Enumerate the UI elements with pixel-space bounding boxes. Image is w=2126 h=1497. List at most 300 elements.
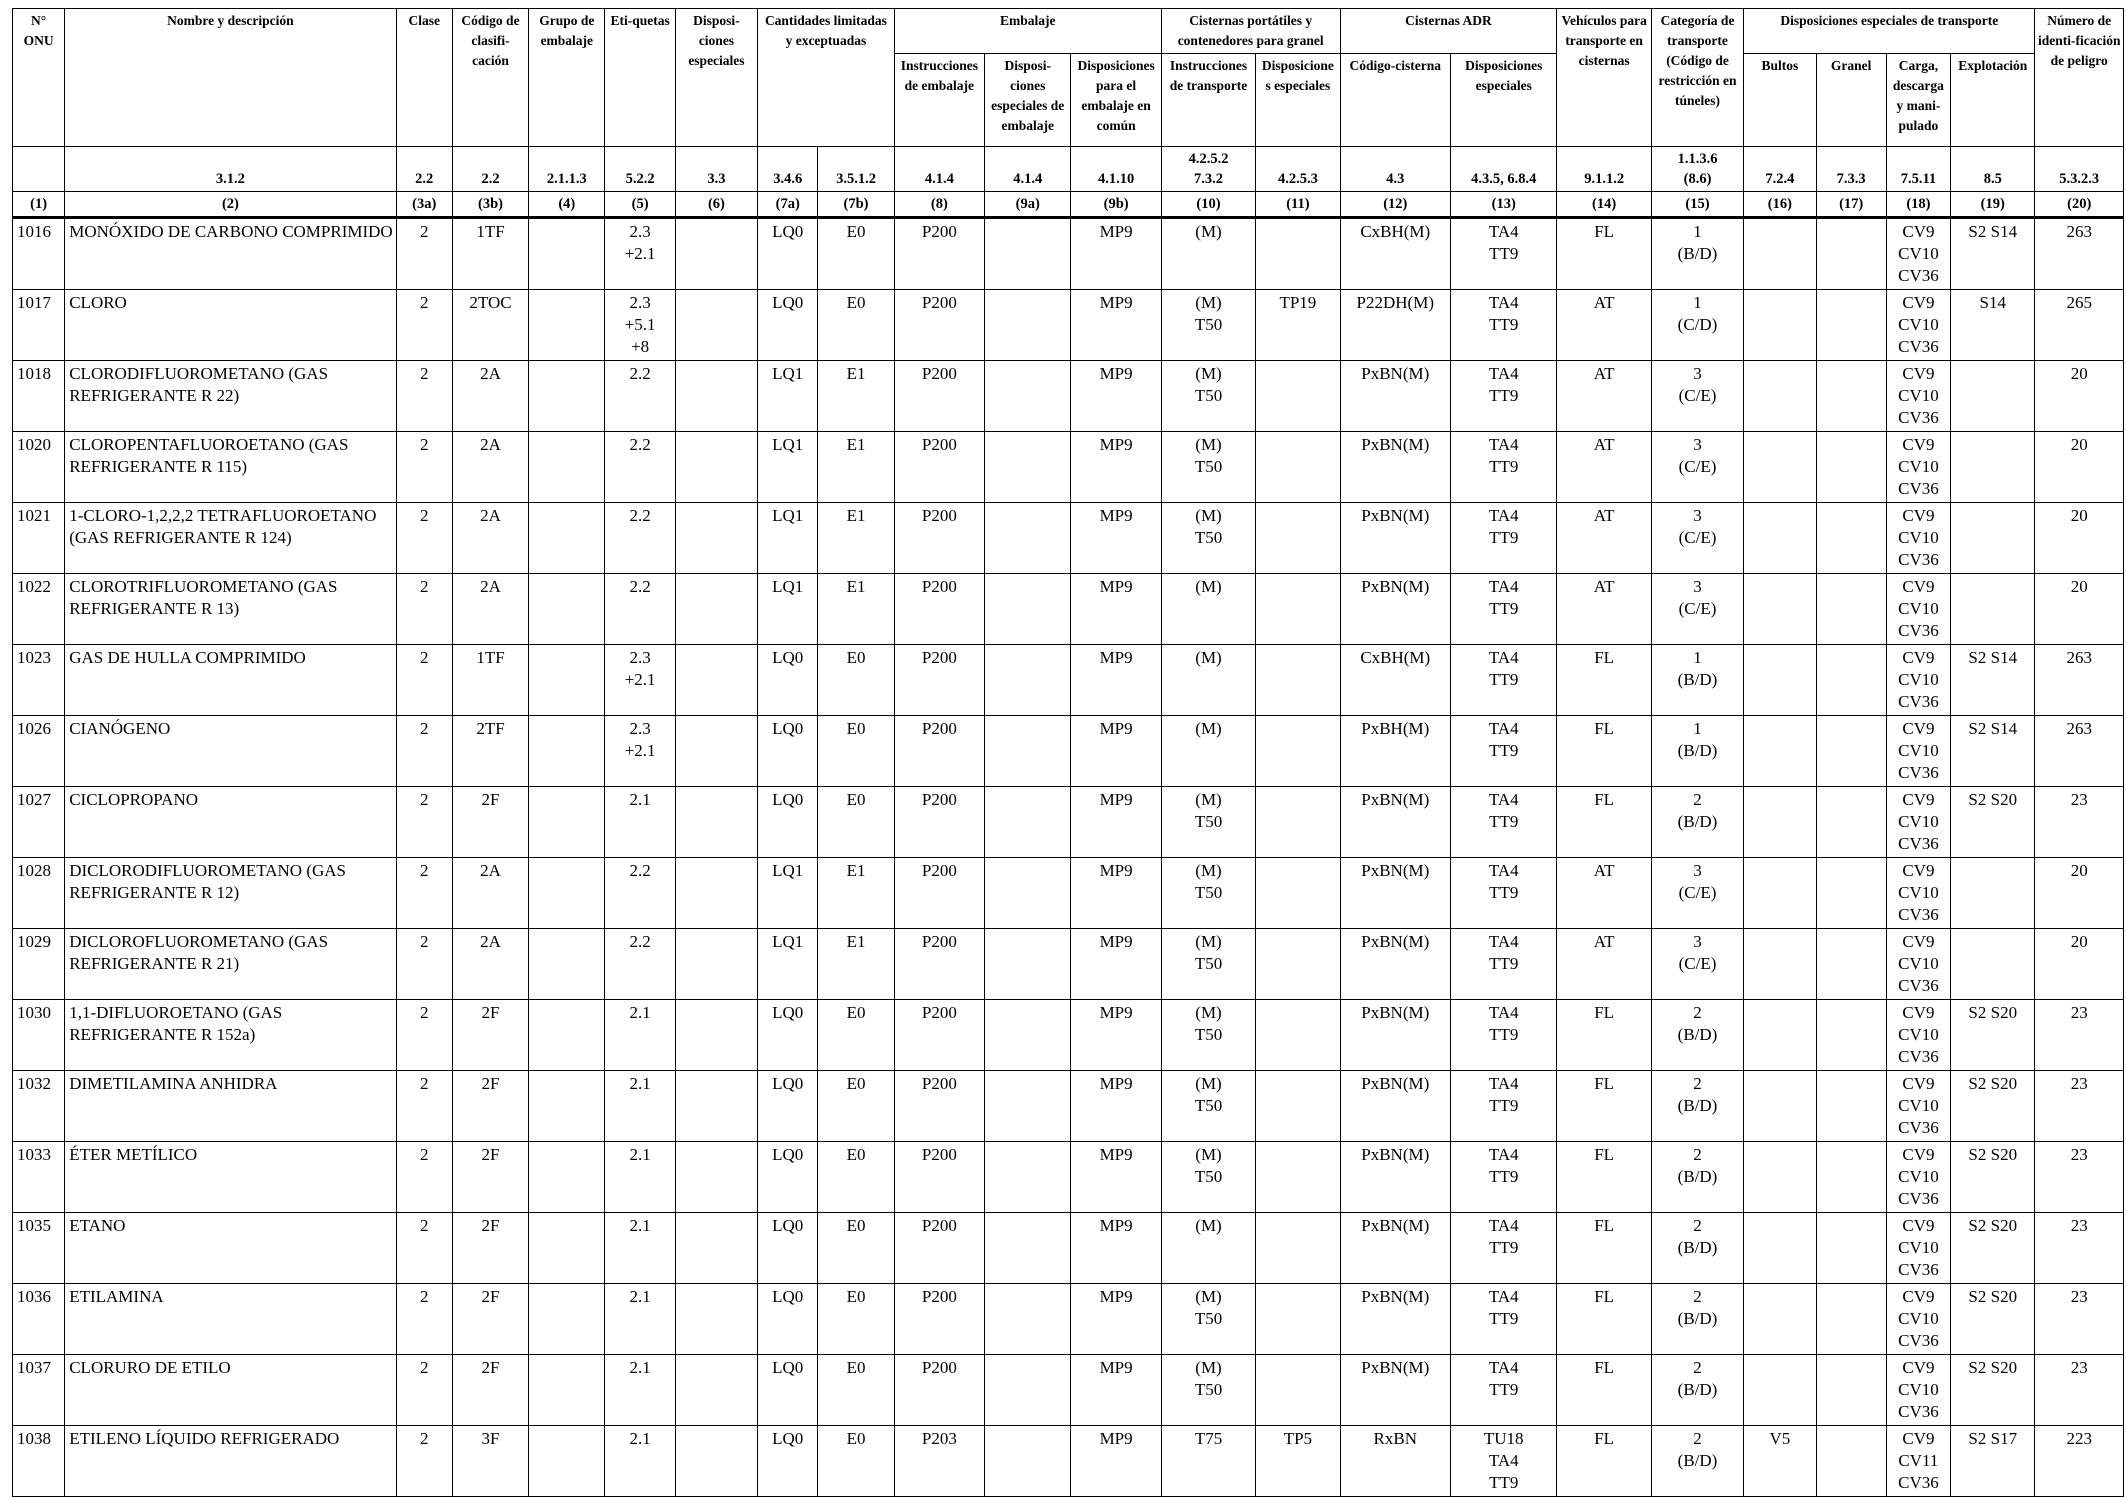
- table-cell: [1816, 929, 1886, 1000]
- substance-name-cell: CLORODIFLUOROMETANO (GAS REFRIGERANTE R 22): [65, 361, 396, 432]
- table-cell: (M) T50: [1161, 361, 1255, 432]
- table-cell: 1 (B/D): [1651, 716, 1743, 787]
- table-cell: (M) T50: [1161, 1355, 1255, 1426]
- table-cell: 2.1: [605, 1355, 675, 1426]
- table-cell: [675, 218, 757, 290]
- table-cell: LQ1: [758, 574, 818, 645]
- table-cell: [675, 1071, 757, 1142]
- un-number-cell: 1036: [13, 1284, 65, 1355]
- table-cell: CV9 CV10 CV36: [1886, 432, 1950, 503]
- reference-cell: 7.3.3: [1816, 147, 1886, 192]
- table-cell: LQ1: [758, 432, 818, 503]
- table-cell: [1256, 716, 1340, 787]
- table-cell: 2TF: [452, 716, 528, 787]
- table-cell: [1951, 361, 2035, 432]
- reference-cell: [13, 147, 65, 192]
- header-hazard-id: Número de identi-ficación de peligro: [2035, 9, 2124, 147]
- table-cell: 3 (C/E): [1651, 574, 1743, 645]
- table-cell: CV9 CV10 CV36: [1886, 574, 1950, 645]
- un-number-cell: 1037: [13, 1355, 65, 1426]
- table-cell: [529, 574, 605, 645]
- table-cell: [1816, 716, 1886, 787]
- table-cell: 263: [2035, 645, 2124, 716]
- table-cell: [1816, 1000, 1886, 1071]
- column-number-cell: (7a): [758, 192, 818, 218]
- table-cell: MP9: [1071, 787, 1161, 858]
- table-cell: P200: [894, 929, 984, 1000]
- table-cell: [1816, 361, 1886, 432]
- table-row: [13, 503, 2124, 574]
- table-cell: TA4 TT9: [1451, 1071, 1557, 1142]
- reference-row: [13, 147, 2124, 192]
- table-cell: 2F: [452, 1142, 528, 1213]
- table-cell: E1: [818, 361, 894, 432]
- table-cell: S2 S20: [1951, 1284, 2035, 1355]
- table-cell: LQ0: [758, 1000, 818, 1071]
- table-cell: 2: [396, 1213, 452, 1284]
- table-cell: 2 (B/D): [1651, 1000, 1743, 1071]
- un-number-cell: 1016: [13, 218, 65, 290]
- table-cell: CV9 CV10 CV36: [1886, 1142, 1950, 1213]
- table-cell: 2: [396, 1071, 452, 1142]
- table-cell: 2F: [452, 1355, 528, 1426]
- table-cell: AT: [1557, 929, 1651, 1000]
- table-cell: [1816, 1284, 1886, 1355]
- table-cell: 2: [396, 1142, 452, 1213]
- table-cell: [529, 858, 605, 929]
- table-cell: 2: [396, 432, 452, 503]
- reference-cell: 4.1.10: [1071, 147, 1161, 192]
- table-cell: [985, 929, 1071, 1000]
- table-cell: TP19: [1256, 290, 1340, 361]
- table-cell: TA4 TT9: [1451, 432, 1557, 503]
- table-cell: [1951, 929, 2035, 1000]
- table-cell: TA4 TT9: [1451, 1000, 1557, 1071]
- un-number-cell: 1033: [13, 1142, 65, 1213]
- table-cell: FL: [1557, 1142, 1651, 1213]
- table-cell: [1256, 1000, 1340, 1071]
- table-cell: (M) T50: [1161, 1284, 1255, 1355]
- table-cell: [985, 218, 1071, 290]
- table-cell: TA4 TT9: [1451, 1142, 1557, 1213]
- table-cell: [675, 1000, 757, 1071]
- table-cell: [1816, 1071, 1886, 1142]
- header-packing-group: Grupo de embalaje: [529, 9, 605, 147]
- table-cell: [1744, 290, 1816, 361]
- reference-cell: 5.3.2.3: [2035, 147, 2124, 192]
- table-cell: (M): [1161, 218, 1255, 290]
- substance-name-cell: CICLOPROPANO: [65, 787, 396, 858]
- header-special-packing-provisions: Disposi-ciones especiales de embalaje: [985, 54, 1071, 147]
- un-number-cell: 1038: [13, 1426, 65, 1497]
- table-cell: 2 (B/D): [1651, 1142, 1743, 1213]
- table-cell: (M): [1161, 574, 1255, 645]
- substance-name-cell: 1,1-DIFLUOROETANO (GAS REFRIGERANTE R 152a): [65, 1000, 396, 1071]
- reference-cell: 4.1.4: [985, 147, 1071, 192]
- table-row: [13, 1426, 2124, 1497]
- table-cell: S2 S20: [1951, 1000, 2035, 1071]
- column-number-cell: (17): [1816, 192, 1886, 218]
- table-cell: 23: [2035, 787, 2124, 858]
- table-cell: (M): [1161, 1213, 1255, 1284]
- table-cell: MP9: [1071, 858, 1161, 929]
- table-cell: FL: [1557, 1426, 1651, 1497]
- table-cell: 1TF: [452, 218, 528, 290]
- table-cell: FL: [1557, 1000, 1651, 1071]
- table-cell: S2 S20: [1951, 1355, 2035, 1426]
- table-cell: P200: [894, 432, 984, 503]
- table-cell: [675, 503, 757, 574]
- table-cell: P200: [894, 787, 984, 858]
- table-cell: 2 (B/D): [1651, 1284, 1743, 1355]
- table-cell: [985, 1000, 1071, 1071]
- table-cell: [675, 645, 757, 716]
- column-number-cell: (12): [1340, 192, 1450, 218]
- table-cell: P200: [894, 645, 984, 716]
- table-cell: (M) T50: [1161, 290, 1255, 361]
- table-cell: [985, 1142, 1071, 1213]
- reference-cell: 8.5: [1951, 147, 2035, 192]
- table-cell: [529, 503, 605, 574]
- table-cell: PxBN(M): [1340, 574, 1450, 645]
- table-cell: 265: [2035, 290, 2124, 361]
- table-cell: [529, 361, 605, 432]
- table-cell: 2.3 +2.1: [605, 716, 675, 787]
- table-cell: [529, 1071, 605, 1142]
- table-cell: [1816, 787, 1886, 858]
- table-cell: AT: [1557, 290, 1651, 361]
- table-cell: FL: [1557, 1355, 1651, 1426]
- un-number-cell: 1017: [13, 290, 65, 361]
- table-cell: LQ0: [758, 1142, 818, 1213]
- table-cell: 20: [2035, 858, 2124, 929]
- table-cell: TA4 TT9: [1451, 929, 1557, 1000]
- table-cell: MP9: [1071, 1426, 1161, 1497]
- table-cell: 2: [396, 1000, 452, 1071]
- table-cell: AT: [1557, 361, 1651, 432]
- table-cell: PxBN(M): [1340, 361, 1450, 432]
- header-mixed-packing: Disposiciones para el embalaje en común: [1071, 54, 1161, 147]
- table-cell: CV9 CV10 CV36: [1886, 1000, 1950, 1071]
- table-cell: [1744, 432, 1816, 503]
- table-cell: MP9: [1071, 1355, 1161, 1426]
- table-cell: MP9: [1071, 1142, 1161, 1213]
- column-number-cell: (1): [13, 192, 65, 218]
- table-cell: 1 (C/D): [1651, 290, 1743, 361]
- column-number-cell: (18): [1886, 192, 1950, 218]
- table-cell: MP9: [1071, 716, 1161, 787]
- column-number-cell: (9b): [1071, 192, 1161, 218]
- table-cell: [1816, 574, 1886, 645]
- un-number-cell: 1028: [13, 858, 65, 929]
- un-number-cell: 1020: [13, 432, 65, 503]
- table-cell: [1256, 1284, 1340, 1355]
- reference-cell: 2.2: [396, 147, 452, 192]
- table-cell: PxBN(M): [1340, 1213, 1450, 1284]
- header-transport-category: Categoría de transporte (Código de restricción en túneles): [1651, 9, 1743, 147]
- header-portable-tanks: Cisternas portátiles y contenedores para granel: [1161, 9, 1340, 54]
- table-row: [13, 574, 2124, 645]
- header-classification-code: Código de clasifi-cación: [452, 9, 528, 147]
- table-cell: 2F: [452, 1213, 528, 1284]
- table-cell: 3 (C/E): [1651, 858, 1743, 929]
- table-cell: [529, 929, 605, 1000]
- table-cell: [1256, 432, 1340, 503]
- table-cell: TA4 TT9: [1451, 218, 1557, 290]
- table-cell: 2A: [452, 574, 528, 645]
- table-cell: E1: [818, 503, 894, 574]
- table-cell: MP9: [1071, 503, 1161, 574]
- table-cell: 2F: [452, 1284, 528, 1355]
- table-cell: 2.2: [605, 361, 675, 432]
- table-cell: PxBH(M): [1340, 716, 1450, 787]
- table-row: [13, 218, 2124, 290]
- table-cell: CV9 CV10 CV36: [1886, 1355, 1950, 1426]
- table-cell: CV9 CV10 CV36: [1886, 1213, 1950, 1284]
- table-cell: 2.3 +2.1: [605, 645, 675, 716]
- table-cell: E0: [818, 1213, 894, 1284]
- table-cell: P200: [894, 716, 984, 787]
- table-cell: 3F: [452, 1426, 528, 1497]
- table-cell: PxBN(M): [1340, 787, 1450, 858]
- table-cell: [529, 1426, 605, 1497]
- table-cell: [1816, 1142, 1886, 1213]
- table-cell: V5: [1744, 1426, 1816, 1497]
- table-cell: 263: [2035, 218, 2124, 290]
- substance-name-cell: DIMETILAMINA ANHIDRA: [65, 1071, 396, 1142]
- table-cell: E0: [818, 716, 894, 787]
- table-cell: 3 (C/E): [1651, 361, 1743, 432]
- reference-cell: 4.2.5.3: [1256, 147, 1340, 192]
- table-cell: LQ1: [758, 361, 818, 432]
- table-cell: (M): [1161, 716, 1255, 787]
- header-packing-instructions: Instrucciones de embalaje: [894, 54, 984, 147]
- table-cell: 2 (B/D): [1651, 1355, 1743, 1426]
- un-number-cell: 1026: [13, 716, 65, 787]
- table-cell: [1951, 858, 2035, 929]
- table-cell: MP9: [1071, 1213, 1161, 1284]
- table-cell: 2.2: [605, 503, 675, 574]
- table-cell: 2: [396, 929, 452, 1000]
- table-cell: FL: [1557, 1071, 1651, 1142]
- table-cell: E0: [818, 645, 894, 716]
- table-cell: [675, 290, 757, 361]
- table-cell: 23: [2035, 1071, 2124, 1142]
- table-cell: (M) T50: [1161, 1142, 1255, 1213]
- reference-cell: 3.4.6: [758, 147, 818, 192]
- un-number-cell: 1027: [13, 787, 65, 858]
- table-cell: E0: [818, 218, 894, 290]
- table-cell: LQ0: [758, 1284, 818, 1355]
- reference-cell: 3.1.2: [65, 147, 396, 192]
- table-cell: 2F: [452, 1071, 528, 1142]
- table-cell: (M) T50: [1161, 1000, 1255, 1071]
- table-cell: PxBN(M): [1340, 1000, 1450, 1071]
- table-cell: CV9 CV10 CV36: [1886, 1071, 1950, 1142]
- substance-name-cell: CLORO: [65, 290, 396, 361]
- reference-cell: 4.1.4: [894, 147, 984, 192]
- table-cell: [1256, 1071, 1340, 1142]
- table-row: [13, 1213, 2124, 1284]
- table-cell: MP9: [1071, 1000, 1161, 1071]
- table-cell: [1816, 1426, 1886, 1497]
- table-cell: [1816, 432, 1886, 503]
- table-cell: (M) T50: [1161, 858, 1255, 929]
- table-cell: [675, 929, 757, 1000]
- table-cell: [675, 716, 757, 787]
- table-cell: CV9 CV10 CV36: [1886, 290, 1950, 361]
- table-cell: CV9 CV10 CV36: [1886, 503, 1950, 574]
- table-cell: 2: [396, 218, 452, 290]
- column-number-cell: (6): [675, 192, 757, 218]
- table-cell: E0: [818, 1355, 894, 1426]
- table-cell: 1 (B/D): [1651, 645, 1743, 716]
- table-cell: [1816, 858, 1886, 929]
- table-cell: MP9: [1071, 574, 1161, 645]
- table-cell: PxBN(M): [1340, 1142, 1450, 1213]
- table-cell: (M) T50: [1161, 929, 1255, 1000]
- table-cell: [1744, 1142, 1816, 1213]
- substance-name-cell: ETILAMINA: [65, 1284, 396, 1355]
- table-cell: CV9 CV10 CV36: [1886, 218, 1950, 290]
- table-cell: [1744, 645, 1816, 716]
- table-cell: P200: [894, 1284, 984, 1355]
- table-cell: [985, 503, 1071, 574]
- table-cell: P200: [894, 1142, 984, 1213]
- table-cell: [1816, 1213, 1886, 1284]
- column-number-cell: (13): [1451, 192, 1557, 218]
- table-cell: [1744, 1355, 1816, 1426]
- column-number-cell: (15): [1651, 192, 1743, 218]
- table-cell: 3 (C/E): [1651, 432, 1743, 503]
- table-cell: PxBN(M): [1340, 1355, 1450, 1426]
- table-cell: [985, 858, 1071, 929]
- header-pt-special: Disposicione s especiales: [1256, 54, 1340, 147]
- table-row: [13, 290, 2124, 361]
- reference-cell: 2.1.1.3: [529, 147, 605, 192]
- table-cell: TA4 TT9: [1451, 1355, 1557, 1426]
- table-cell: S2 S20: [1951, 1213, 2035, 1284]
- table-cell: P200: [894, 858, 984, 929]
- table-cell: PxBN(M): [1340, 858, 1450, 929]
- header-class: Clase: [396, 9, 452, 147]
- table-cell: TA4 TT9: [1451, 361, 1557, 432]
- column-number-cell: (16): [1744, 192, 1816, 218]
- table-cell: [1256, 218, 1340, 290]
- table-cell: 2F: [452, 787, 528, 858]
- table-cell: 2.2: [605, 574, 675, 645]
- substance-name-cell: CIANÓGENO: [65, 716, 396, 787]
- table-cell: 2: [396, 1426, 452, 1497]
- table-cell: (M) T50: [1161, 432, 1255, 503]
- substance-name-cell: CLORURO DE ETILO: [65, 1355, 396, 1426]
- table-cell: 2.1: [605, 1284, 675, 1355]
- table-cell: P200: [894, 1000, 984, 1071]
- table-cell: [529, 218, 605, 290]
- table-cell: [529, 1284, 605, 1355]
- table-cell: [985, 787, 1071, 858]
- table-cell: MP9: [1071, 218, 1161, 290]
- table-cell: [675, 361, 757, 432]
- table-cell: S2 S14: [1951, 716, 2035, 787]
- table-cell: 2.1: [605, 787, 675, 858]
- table-cell: 1 (B/D): [1651, 218, 1743, 290]
- table-cell: [1256, 1355, 1340, 1426]
- substance-name-cell: MONÓXIDO DE CARBONO COMPRIMIDO: [65, 218, 396, 290]
- header-tank-special: Disposiciones especiales: [1451, 54, 1557, 147]
- table-row: [13, 361, 2124, 432]
- table-cell: MP9: [1071, 929, 1161, 1000]
- table-cell: FL: [1557, 218, 1651, 290]
- table-cell: [985, 1284, 1071, 1355]
- table-cell: 2.1: [605, 1142, 675, 1213]
- table-cell: [985, 1071, 1071, 1142]
- column-number-cell: (2): [65, 192, 396, 218]
- table-cell: TP5: [1256, 1426, 1340, 1497]
- table-cell: [985, 1355, 1071, 1426]
- table-row: [13, 1000, 2124, 1071]
- table-cell: 2.1: [605, 1426, 675, 1497]
- table-cell: 2: [396, 645, 452, 716]
- table-cell: CxBH(M): [1340, 218, 1450, 290]
- table-cell: [985, 361, 1071, 432]
- table-row: [13, 1284, 2124, 1355]
- table-cell: 23: [2035, 1284, 2124, 1355]
- table-cell: P200: [894, 1213, 984, 1284]
- table-cell: 2 (B/D): [1651, 787, 1743, 858]
- table-cell: (M): [1161, 645, 1255, 716]
- table-cell: LQ0: [758, 1426, 818, 1497]
- table-cell: 20: [2035, 361, 2124, 432]
- table-cell: 3 (C/E): [1651, 503, 1743, 574]
- table-cell: E1: [818, 432, 894, 503]
- table-cell: LQ0: [758, 1355, 818, 1426]
- table-cell: [1744, 503, 1816, 574]
- header-pt-instructions: Instrucciones de transporte: [1161, 54, 1255, 147]
- table-cell: 2: [396, 716, 452, 787]
- table-cell: [985, 716, 1071, 787]
- table-cell: E0: [818, 787, 894, 858]
- table-cell: [675, 574, 757, 645]
- table-cell: CV9 CV10 CV36: [1886, 787, 1950, 858]
- reference-cell: 9.1.1.2: [1557, 147, 1651, 192]
- header-special-provisions: Disposi-ciones especiales: [675, 9, 757, 147]
- table-cell: P200: [894, 361, 984, 432]
- table-cell: P203: [894, 1426, 984, 1497]
- column-number-cell: (4): [529, 192, 605, 218]
- table-cell: E0: [818, 1142, 894, 1213]
- table-cell: 20: [2035, 574, 2124, 645]
- table-cell: LQ1: [758, 929, 818, 1000]
- table-cell: [1816, 290, 1886, 361]
- table-cell: MP9: [1071, 290, 1161, 361]
- header-name: Nombre y descripción: [65, 9, 396, 147]
- table-cell: 2A: [452, 361, 528, 432]
- table-cell: [675, 1284, 757, 1355]
- table-row: [13, 1071, 2124, 1142]
- table-cell: S2 S17: [1951, 1426, 2035, 1497]
- table-cell: LQ0: [758, 290, 818, 361]
- substance-name-cell: ÉTER METÍLICO: [65, 1142, 396, 1213]
- table-cell: LQ0: [758, 1213, 818, 1284]
- reference-cell: 3.5.1.2: [818, 147, 894, 192]
- table-cell: [1744, 361, 1816, 432]
- table-cell: [1256, 787, 1340, 858]
- table-cell: [1256, 361, 1340, 432]
- table-cell: [1744, 716, 1816, 787]
- table-cell: MP9: [1071, 1071, 1161, 1142]
- column-number-cell: (8): [894, 192, 984, 218]
